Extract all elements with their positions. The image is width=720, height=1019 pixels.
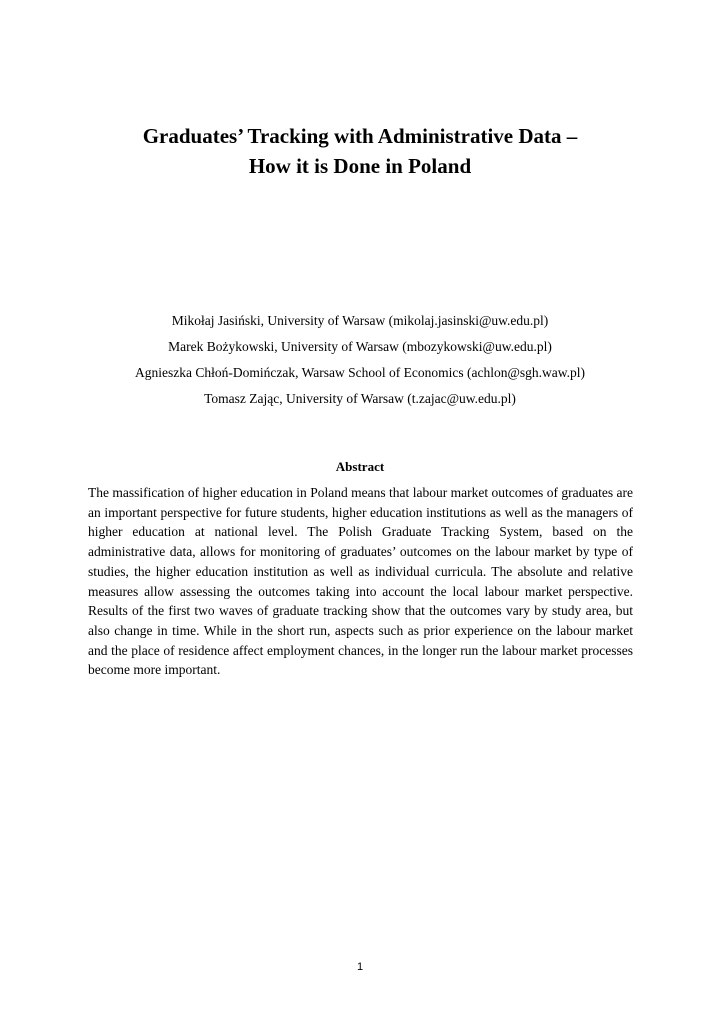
author-4: Tomasz Zając, University of Warsaw (t.zajac@uw.edu.pl)	[204, 391, 516, 406]
author-1: Mikołaj Jasiński, University of Warsaw (mikolaj.jasinski@uw.edu.pl)	[171, 313, 549, 328]
author-2: Marek Bożykowski, University of Warsaw (mbozykowski@uw.edu.pl)	[168, 339, 552, 354]
author-list	[60, 312, 660, 416]
abstract-text: The massification of higher education in Poland means that labour market outcomes of graduates are an important perspective for future students, higher education institutions as well as the managers of higher education at national level. The Polish Graduate Tracking System, based on the administrative data, allows for monitoring of graduates’ outcomes on the labour market by type of studies, the higher education institution as well as individual curricula. The absolute and relative measures allow assessing the outcomes taking into account the local labour market perspective. Results of the first two waves of graduate tracking show that the outcomes vary by study area, but also change in time. While in the short run, aspects such as prior experience on the labour market and the place of residence affect employment chances, in the longer run the labour market processes become more important.	[88, 485, 633, 678]
paper-title	[60, 121, 660, 181]
abstract-heading: Abstract	[335, 459, 385, 474]
paper-title-line-1: Graduates’ Tracking with Administrative Data –	[142, 124, 578, 148]
author-3: Agnieszka Chłoń-Domińczak, Warsaw School of Economics (achlon@sgh.waw.pl)	[135, 365, 585, 380]
paper-title-line-2: How it is Done in Poland	[248, 154, 472, 178]
page-number: 1	[356, 961, 364, 973]
